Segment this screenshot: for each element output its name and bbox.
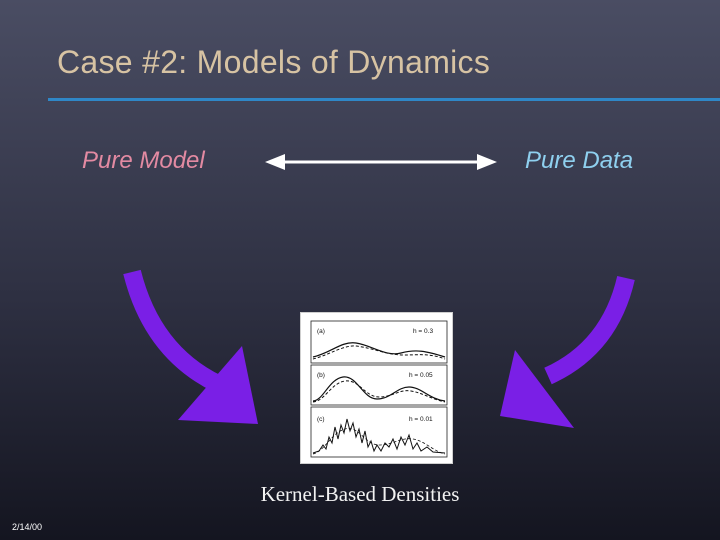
panel-b-tag: (b): [317, 372, 325, 379]
panel-a-param: h = 0.3: [413, 328, 434, 335]
panel-b-param: h = 0.05: [409, 372, 433, 379]
panel-c-param: h = 0.01: [409, 416, 433, 423]
slide-title: Case #2: Models of Dynamics: [57, 44, 491, 80]
double-arrow-icon: [265, 154, 497, 170]
pure-model-label: Pure Model: [82, 147, 205, 174]
panel-c-tag: (c): [317, 416, 325, 423]
density-plots: [301, 313, 452, 463]
curved-arrow-right-icon: [500, 278, 626, 428]
kernel-density-figure: [300, 312, 453, 464]
panel-a-tag: (a): [317, 328, 325, 335]
curved-arrow-left-icon: [132, 272, 258, 424]
footer-date: 2/14/00: [12, 522, 43, 532]
figure-caption: Kernel-Based Densities: [260, 482, 460, 506]
pure-data-label: Pure Data: [525, 147, 634, 174]
